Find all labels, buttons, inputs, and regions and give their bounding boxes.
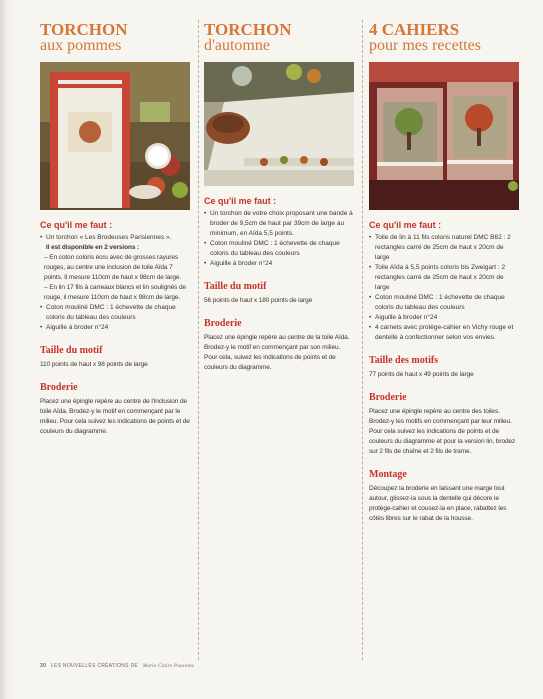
needs-heading: Ce qu'il me faut : bbox=[40, 220, 113, 230]
title-line2: aux pommes bbox=[40, 37, 122, 54]
brand-name: Marie Claire Passions bbox=[142, 664, 195, 669]
size-text: 77 points de haut x 49 points de large bbox=[369, 371, 474, 378]
embroidery-text: Placez une épingle repère au centre de l'inclusion de toile Aïda. Brodez-y le motif en commençant par le milieu. Pour cela suivez les indications de points et de couleurs du diagramme. bbox=[40, 398, 190, 435]
column-torchon-pommes bbox=[40, 22, 190, 437]
list-item: • Coton mouliné DMC : 1 échevette de chaque coloris du tableau des couleurs bbox=[204, 239, 354, 259]
size-heading: Taille du motif bbox=[40, 345, 103, 356]
materials-list bbox=[40, 233, 190, 243]
column-cahiers-recettes bbox=[369, 22, 519, 524]
list-item: • Un torchon « Les Brodeuses Parisiennes ». bbox=[40, 233, 190, 243]
versions-note: Il est disponible en 2 versions : bbox=[46, 244, 140, 251]
page-footer bbox=[40, 663, 194, 669]
needs-heading: Ce qu'il me faut : bbox=[369, 220, 442, 230]
embroidery-text: Placez une épingle repère au centre de la toile Aïda. Brodez-y le motif en commençant par son milieu. Pour cela, suivez les indications de points et de couleurs du diagramme. bbox=[204, 334, 350, 371]
needs-heading: Ce qu'il me faut : bbox=[204, 196, 277, 206]
version-lin: – En lin 17 fils à carreaux blancs et lin soulignés de rouge, il mesure 110cm de haut x 98cm de large. bbox=[44, 284, 187, 301]
photo-torchon-pommes bbox=[40, 62, 190, 210]
embroidery-heading: Broderie bbox=[40, 382, 78, 393]
list-item: • 4 carnets avec protège-cahier en Vichy rouge et dentelle à confectionner selon vos envies. bbox=[369, 323, 519, 343]
size-text: 110 points de haut x 98 points de large bbox=[40, 361, 148, 368]
list-item: • Toile de lin à 11 fils coloris naturel DMC B62 : 2 rectangles carré de 25cm de haut x 20cm de large bbox=[369, 233, 519, 263]
materials-list bbox=[204, 209, 354, 269]
version-coton: – En coton coloris écru avec de grosses rayures rouges, au centre une inclusion de toile Aïda 7 points. Il mesure 110cm de haut x 98cm de large. bbox=[44, 254, 182, 281]
list-item: • Aiguille à broder n°24 bbox=[40, 323, 190, 333]
size-heading: Taille des motifs bbox=[369, 355, 439, 366]
title-line2: d'automne bbox=[204, 37, 270, 54]
embroidery-text: Placez une épingle repère au centre des toiles. Brodez-y les motifs en commençant par leur milieu. Pour cela suivez les indications de points et de couleurs du diagramme et pour la version lin, brodez sur 2 fils de chaîne et 2 fils de trame. bbox=[369, 408, 516, 455]
title-line1: TORCHON bbox=[40, 20, 128, 39]
column-torchon-automne bbox=[204, 22, 354, 373]
materials-list bbox=[369, 233, 519, 343]
embroidery-heading: Broderie bbox=[369, 392, 407, 403]
embroidery-heading: Broderie bbox=[204, 318, 242, 329]
column-divider bbox=[362, 20, 363, 660]
column-divider bbox=[198, 20, 199, 660]
photo-torchon-automne bbox=[204, 62, 354, 186]
montage-heading: Montage bbox=[369, 469, 407, 480]
materials-list-2 bbox=[40, 303, 190, 333]
size-text: 56 points de haut x 180 points de large bbox=[204, 297, 313, 304]
magazine-name: LES NOUVELLES CRÉATIONS DE bbox=[50, 663, 139, 669]
title-line1: 4 CAHIERS bbox=[369, 20, 460, 39]
title-line1: TORCHON bbox=[204, 20, 292, 39]
list-item: • Toile Aïda à 5,5 points coloris bis Zweigart : 2 rectangles carré de 25cm de haut x 20cm de large bbox=[369, 263, 519, 293]
page-number: 30 bbox=[40, 663, 47, 669]
list-item: • Coton mouliné DMC : 1 échevette de chaque coloris du tableau des couleurs bbox=[369, 293, 519, 313]
list-item: • Un torchon de votre choix proposant une bande à broder de 9,5cm de haut par 39cm de large au minimum, en Aïda 5,5 points. bbox=[204, 209, 354, 239]
list-item: • Coton mouliné DMC : 1 échevette de chaque coloris du tableau des couleurs bbox=[40, 303, 190, 323]
list-item: • Aiguille à broder n°24 bbox=[204, 259, 354, 269]
photo-cahiers bbox=[369, 62, 519, 210]
title-line2: pour mes recettes bbox=[369, 37, 481, 54]
size-heading: Taille du motif bbox=[204, 281, 267, 292]
montage-text: Découpez la broderie en laissant une marge tout autour, glissez-la sous la dentelle qui décore le protège-cahier et cousez-la en place, rabattez les côtés libres sur le rabat de la housse. bbox=[369, 485, 507, 522]
list-item: • Aiguille à broder n°24 bbox=[369, 313, 519, 323]
